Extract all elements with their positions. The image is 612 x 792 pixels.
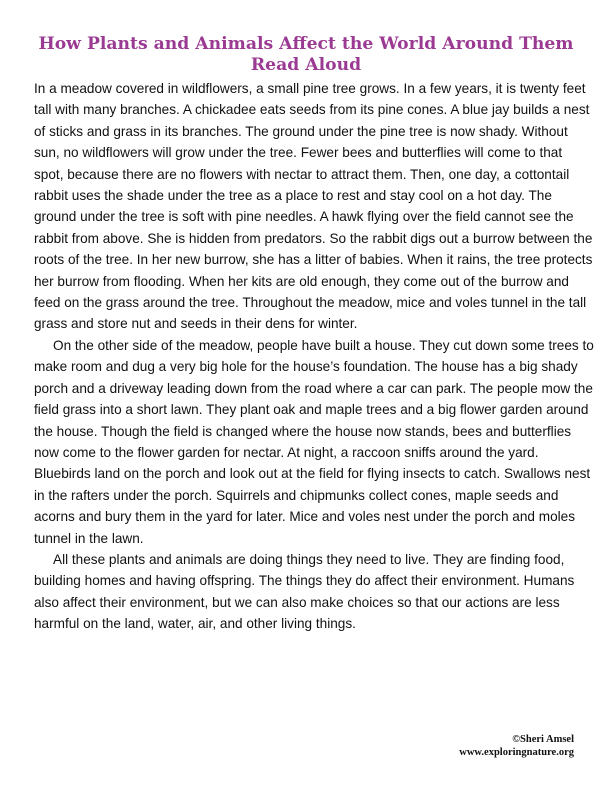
copyright-author: ©Sheri Amsel [512,734,574,745]
paragraph-1: In a meadow covered in wildflowers, a small pine tree grows. In a few years, it is twenty feet tall with many branches. A chickadee eats seeds from its pine cones. A blue jay builds a nest of sticks and grass in its branches. The ground under the pine tree is now shady. Without sun, no wildflowers will grow under the tree. Fewer bees and butterflies will come to that spot, because there are no flowers with nectar to attract them. Then, one day, a cottontail rabbit uses the shade under the tree as a place to rest and stay cool on a hot day. The ground under the tree is soft with pine needles. A hawk flying over the field cannot see the rabbit from above. She is hidden from predators. So the rabbit digs out a burrow between the roots of the tree. In her new burrow, she has a litter of babies. When it rains, the tree protects her burrow from flooding. When her kits are old enough, they come out of the burrow and feed on the grass around the tree. Throughout the meadow, mice and voles tunnel in the tall grass and store nut and seeds in their dens for winter. [34,81,593,332]
title-line-2: Read Aloud [250,55,362,75]
paragraph-2: On the other side of the meadow, people have built a house. They cut down some trees to make room and dug a very big hole for the house’s foundation. The house has a big shady porch and a driveway leading down from the road where a car can park. The people mow the field grass into a short lawn. They plant oak and maple trees and a big flower garden around the house. Though the field is changed where the house now stands, bees and butterflies now come to the flower garden for nectar. At night, a raccoon sniffs around the yard. Bluebirds land on the porch and look out at the field for flying insects to catch. Swallows nest in the rafters under the porch. Squirrels and chipmunks collect cones, maple seeds and acorns and bury them in the yard for later. Mice and voles nest under the porch and moles tunnel in the lawn. [34,337,594,546]
website-url: www.exploringnature.org [459,747,574,758]
title-line-1: How Plants and Animals Affect the World Around Them [38,34,574,54]
paragraph-3: All these plants and animals are doing things they need to live. They are finding food, building homes and having offspring. The things they do affect their environment. Humans also affect their environment, but we can also make choices so that our actions are less harmful on the land, water, air, and other living things. [34,551,575,632]
credit-block [459,733,574,759]
page-title [20,34,592,76]
article-body [34,78,594,635]
